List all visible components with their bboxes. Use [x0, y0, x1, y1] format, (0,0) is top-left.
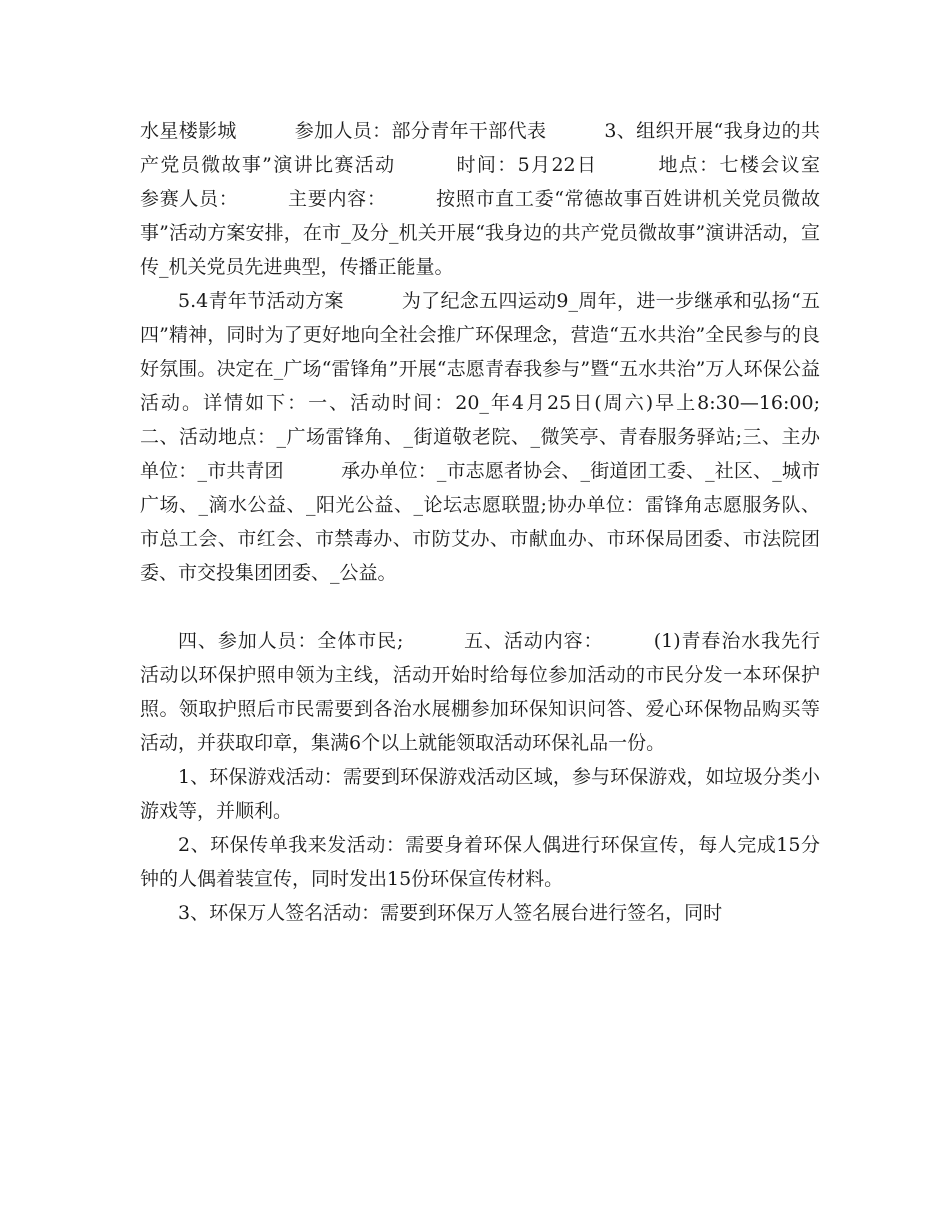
paragraph-3: 四、参加人员：全体市民; 五、活动内容： (1)青春治水我先行 活动以环保护照申领为主线，活动开始时给每位参加活动的市民分发一本环保护照。领取护照后市民需要到各治水展棚参加环保知识问答、爱心环保物品购买等活动，并获取印章，集满6个以上就能领取活动环保礼品一份。: [140, 630, 878, 754]
paragraph-4: 1、环保游戏活动：需要到环保游戏活动区域，参与环保游戏，如垃圾分类小游戏等，并顺利。: [140, 766, 820, 822]
document-body: [140, 114, 878, 930]
paragraph-1: 水星楼影城 参加人员：部分青年干部代表 3、组织开展“我身边的共产党员微故事”演讲比赛活动 时间：5月22日 地点：七楼会议室 参赛人员： 主要内容： 按照市直工委“常德故事百姓讲机关党员微故事”活动方案安排，在市_及分_机关开展“我身边的共产党员微故事”演讲活动，宣传_机关党员先进典型，传播正能量。: [140, 120, 878, 278]
paragraph-2: 5.4青年节活动方案 为了纪念五四运动9_周年，进一步继承和弘扬“五四”精神，同时为了更好地向全社会推广环保理念，营造“五水共治”全民参与的良好氛围。决定在_广场“雷锋角”开展“志愿青春我参与”暨“五水共治”万人环保公益活动。详情如下：一、活动时间：20_年4月25日(周六)早上8:30—16:00; 二、活动地点：_广场雷锋角、_街道敬老院、_微笑亭、青春服务驿站;三、主办单位：_市共青团 承办单位：_市志愿者协会、_街道团工委、_社区、_城市广场、_滴水公益、_阳光公益、_论坛志愿联盟;协办单位：雷锋角志愿服务队、市总工会、市红会、市禁毒办、市防艾办、市献血办、市环保局团委、市法院团委、市交投集团团委、_公益。: [140, 290, 878, 584]
paragraph-6: 3、环保万人签名活动：需要到环保万人签名展台进行签名，同时: [178, 902, 723, 924]
paragraph-5: 2、环保传单我来发活动：需要身着环保人偶进行环保宣传，每人完成15分钟的人偶着装宣传，同时发出15份环保宣传材料。: [140, 834, 820, 890]
